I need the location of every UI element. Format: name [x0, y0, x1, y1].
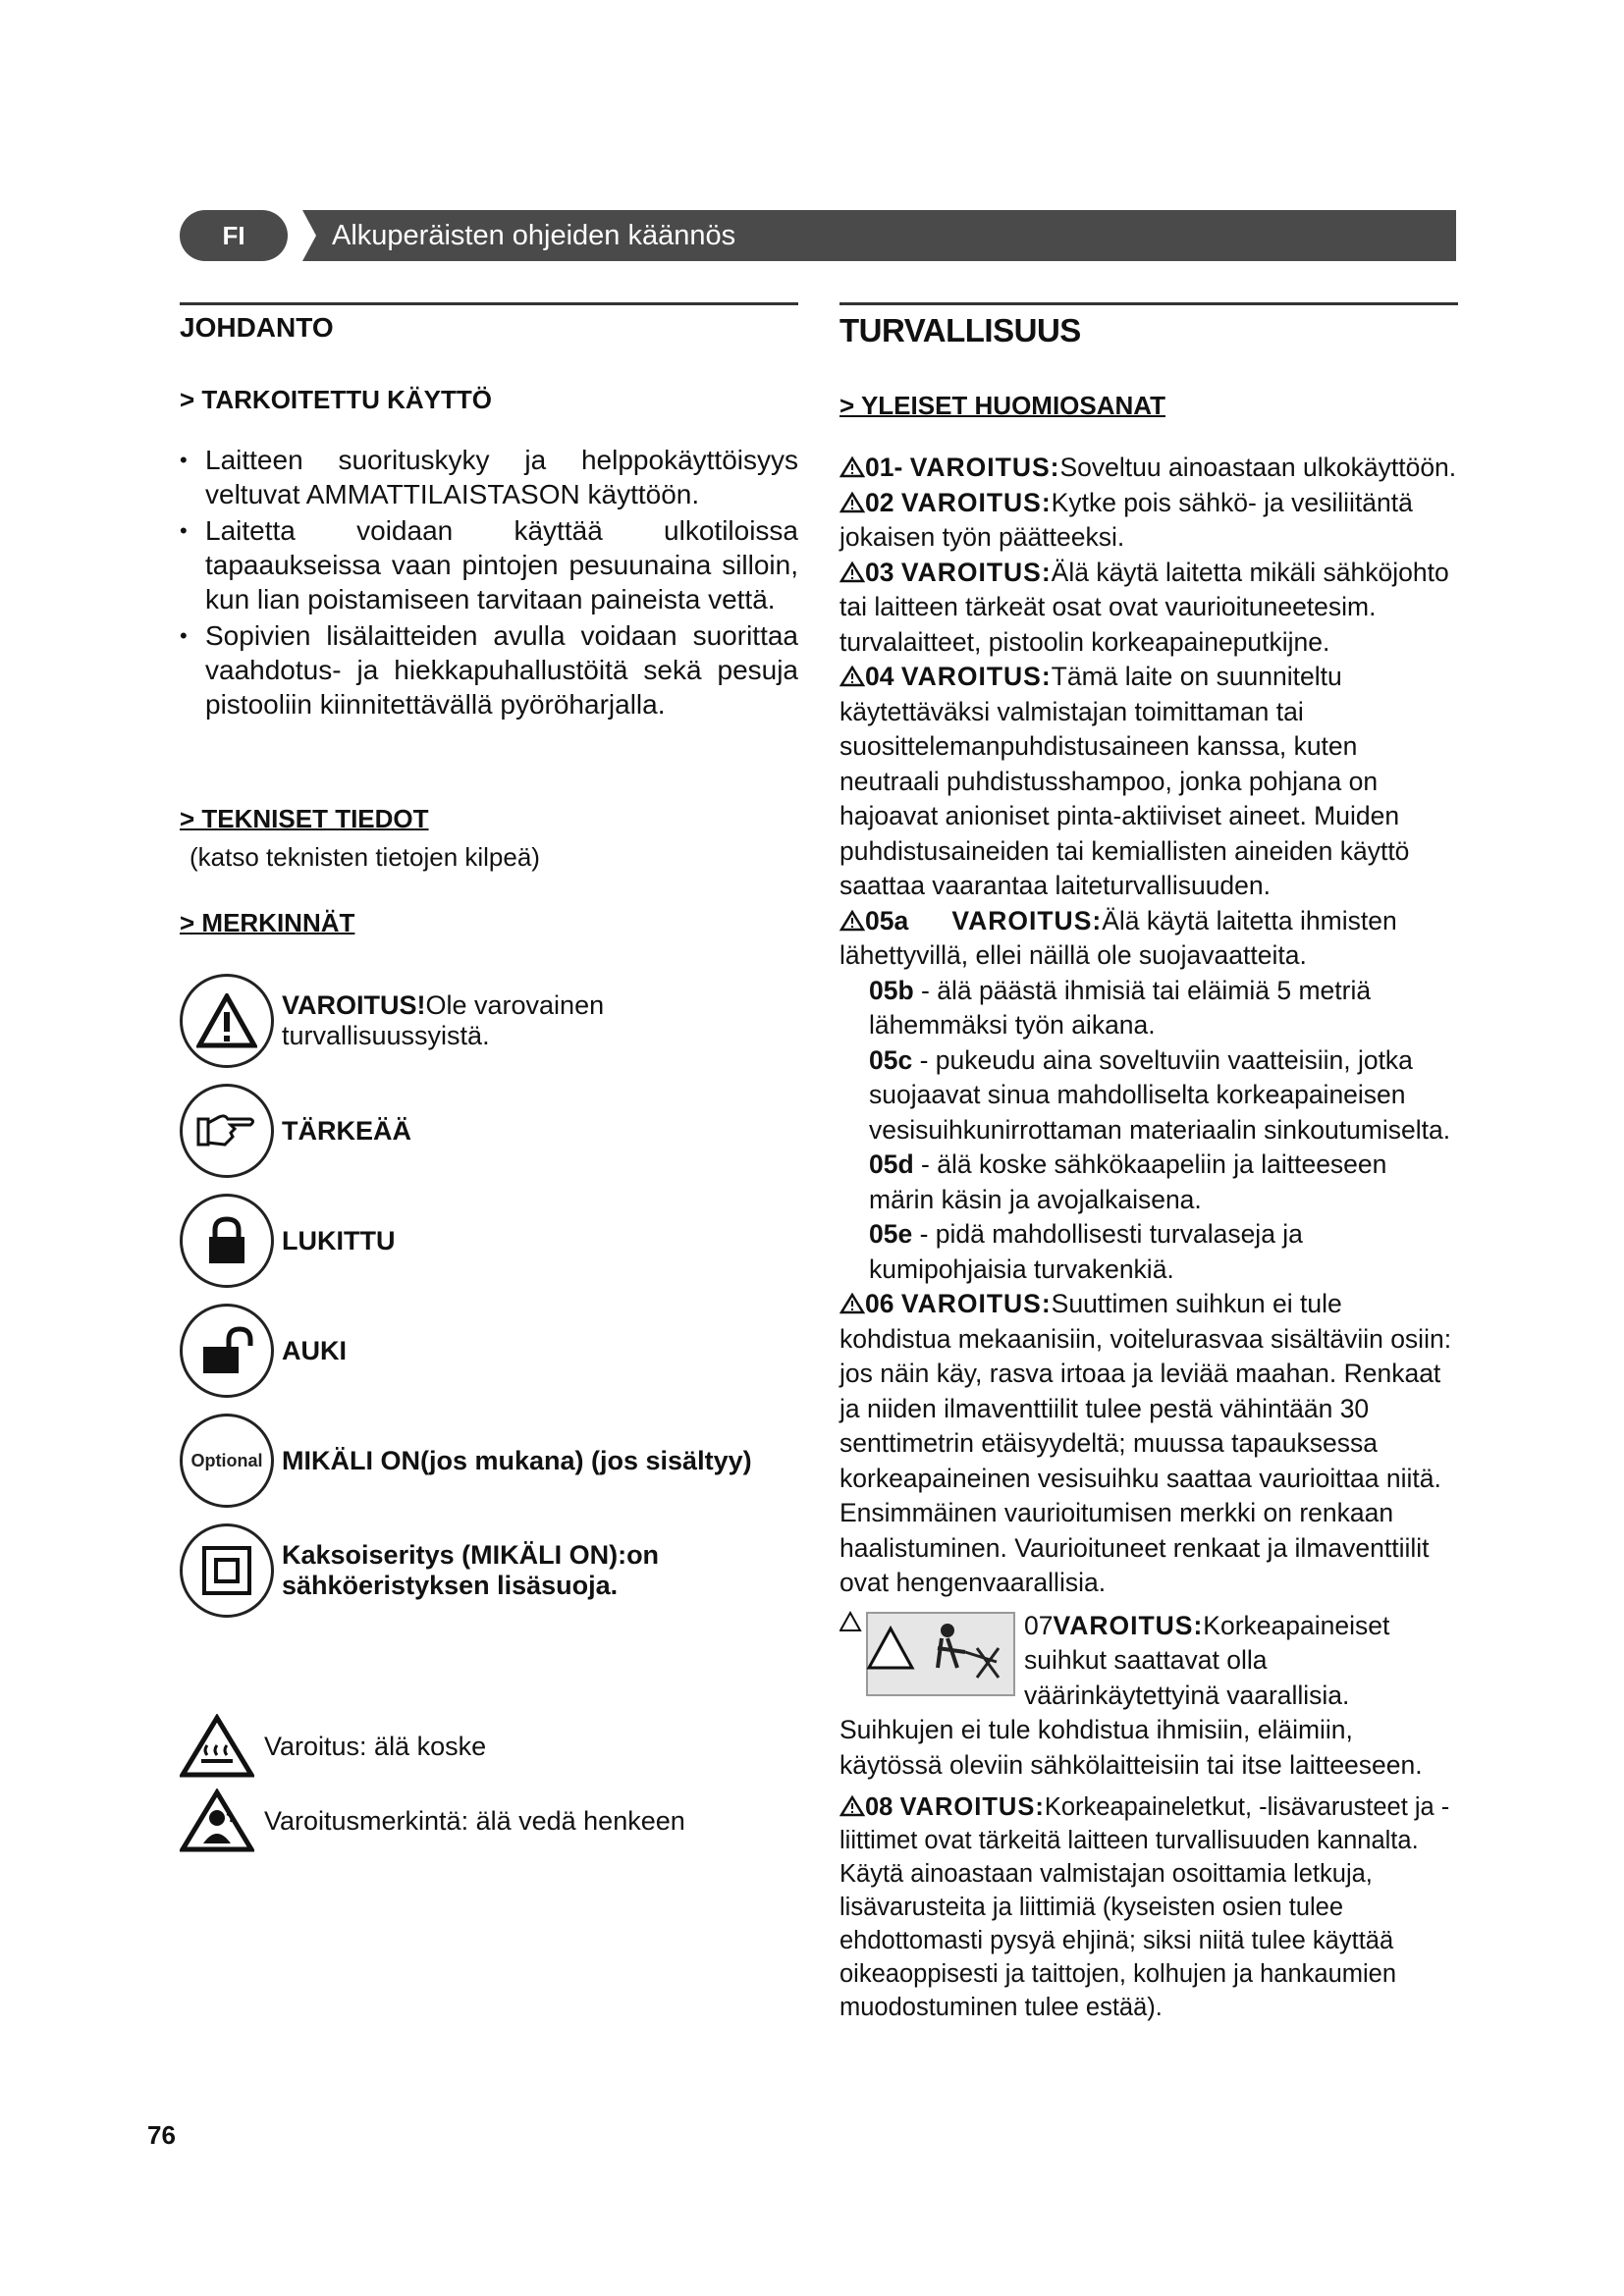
warning-text: Korkeapaineiset suihkut saattavat olla väärinkäytettyinä vaarallisia. Suihkujen ei tule kohdistua ihmisiin, eläimiin, käytössä oleviin sähkölaitteisiin tai itse laitteeseen.	[839, 1610, 1423, 1780]
symbol-label-bold: MIKÄLI ON(jos mukana) (jos sisältyy)	[282, 1445, 752, 1475]
warning-code: 05a	[865, 905, 909, 935]
warning-code: 01-	[865, 453, 903, 482]
list-item: • Laitteen suorituskyky ja helppokäyttöisyys veltuvat AMMATTILAISTASON käyttöön.	[180, 443, 798, 511]
left-column-rule	[180, 302, 798, 305]
warning-icon	[839, 910, 865, 932]
list-item: • Laitetta voidaan käyttää ulkotiloissa tapaaukseissa vaan pintojen pesuunaina silloin, kun lian poistamiseen tarvitaan paineista vettä.	[180, 513, 798, 616]
warning-text: Korkeapaineletkut, -lisävarusteet ja -liittimet ovat tärkeitä laitteen turvallisuuden kannalta. Käytä ainoastaan valmistajan osoittamia letkuja, lisävarusteita ja liittimiä (kyseisten osien tulee ehdottomasti pysyä ehjinä; siksi niitä tulee käyttää oikeaoppisesti ja taittojen, kolhujen ja hankaumien muodostuminen tulee estää).	[839, 1793, 1450, 2021]
optional-icon-text: Optional	[190, 1450, 263, 1470]
warning-icon	[839, 456, 865, 478]
hot-warning-text: Varoitus: älä koske	[264, 1731, 487, 1761]
warning-word: VAROITUS:	[900, 662, 1052, 691]
warning-code: 05e	[869, 1219, 913, 1249]
symbol-row-optional	[180, 1406, 798, 1516]
warning-text: Soveltuu ainoastaan ulkokäyttöön.	[1059, 453, 1457, 482]
symbol-row-locked	[180, 1186, 798, 1296]
warning-text: Suuttimen suihkun ei tule kohdistua mekaanisiin, voitelurasvaa sisältäviin osiin: jos näin käy, rasva irtoaa ja leviää maahan. Renkaat ja niiden ilmaventtiilit tulee pestä vähintään 30 senttimetrin etäisyydeltä; muussa tapauksessa korkeapaineinen vesisuihku saattaa vaurioittaa niitä. Ensimmäinen vaurioitumisen merkki on renkaan haalistuminen. Vaurioituneet renkaat ja ilmaventtiilit ovat hengenvaarallisia.	[839, 1289, 1452, 1597]
warning-text: - älä koske sähkökaapeliin ja laitteeseen märin käsin ja avojalkaisena.	[869, 1149, 1387, 1214]
page-header	[180, 210, 1456, 261]
right-column-rule	[839, 302, 1458, 305]
warning-code: 04	[865, 662, 894, 691]
warning-word: VAROITUS:	[900, 1289, 1052, 1318]
symbol-label-bold: VAROITUS!	[282, 990, 426, 1020]
symbol-row-warning	[180, 966, 798, 1076]
warning-code: 05c	[869, 1044, 913, 1075]
language-badge: FI	[180, 210, 288, 261]
warning-word: VAROITUS:	[900, 487, 1052, 517]
warning-text: - pukeudu aina soveltuviin vaatteisiin, jotka suojaavat sinua mahdolliselta korkeapaineisen vesisuihkunirrottaman materiaalin sinkoutumiselta.	[869, 1044, 1451, 1145]
warning-05d	[839, 1148, 1458, 1217]
warning-text: Tämä laite on suunniteltu käytettäväksi valmistajan toimittaman tai suosittelemanpuhdistusaineen kanssa, kuten neutraali puhdistusshampoo, jonka pohjana on hajoavat anioniset pinta-aktiiviset aineet. Muiden puhdistusaineiden tai kemiallisten aineiden käyttö saattaa vaarantaa laiteturvallisuuden.	[839, 662, 1410, 900]
list-item: • Sopivien lisälaitteiden avulla voidaan suorittaa vaahdotus- ja hiekkapuhallustöitä sekä pesuja pistooliin kiinnitettävällä pyöröharjalla.	[180, 618, 798, 721]
spray-warning-pictogram	[839, 1609, 1016, 1699]
page-number: 76	[147, 2120, 176, 2150]
optional-icon	[180, 1414, 274, 1508]
warning-01	[839, 451, 1458, 486]
tech-note: (katso teknisten tietojen kilpeä)	[189, 842, 540, 872]
warning-word: VAROITUS:	[899, 1793, 1045, 1821]
warning-06	[839, 1287, 1458, 1601]
warning-07	[839, 1609, 1458, 1784]
warning-icon	[839, 492, 865, 513]
warning-code: 03	[865, 557, 894, 587]
intended-use-list	[180, 443, 798, 721]
symbol-row-important	[180, 1076, 798, 1186]
warning-05b	[839, 974, 1458, 1043]
pointing-hand-icon	[180, 1084, 274, 1178]
warning-text: Älä käytä laitetta mikäli sähköjohto tai laitteen tärkeät osat ovat vaurioituneetesim. turvalaitteet, pistoolin korkeapaineputkijne.	[839, 557, 1449, 657]
lock-open-icon	[180, 1304, 274, 1398]
symbol-row-open	[180, 1296, 798, 1406]
right-column	[839, 312, 1458, 2024]
tech-heading: > TEKNISET TIEDOT	[180, 804, 429, 833]
hot-surface-icon	[180, 1714, 254, 1779]
warning-code: 06	[865, 1289, 894, 1318]
safety-heading: TURVALLISUUS	[839, 312, 1081, 348]
intended-use-heading: > TARKOITETTU KÄYTTÖ	[180, 385, 493, 414]
warning-word: VAROITUS:	[909, 453, 1060, 482]
warning-code: 02	[865, 487, 894, 517]
symbol-label-bold: TÄRKEÄÄ	[282, 1115, 411, 1146]
symbol-label-bold: Kaksoiseritys (MIKÄLI ON):on sähköeristyksen lisäsuoja.	[282, 1540, 660, 1600]
double-insulation-icon	[180, 1523, 274, 1618]
intro-heading: JOHDANTO	[180, 312, 334, 343]
warning-08	[839, 1790, 1458, 2024]
warning-icon	[839, 1293, 865, 1314]
warning-text: - pidä mahdollisesti turvalaseja ja kumipohjaisia turvakenkiä.	[869, 1219, 1303, 1284]
warning-code: 05b	[869, 975, 914, 1005]
warning-code: 07	[1024, 1610, 1054, 1640]
warning-icon	[839, 666, 865, 687]
warning-word: VAROITUS:	[1053, 1610, 1204, 1640]
general-warnings-heading: > YLEISET HUOMIOSANAT	[839, 391, 1166, 420]
warning-04	[839, 660, 1458, 904]
warning-05a	[839, 904, 1458, 974]
warning-code: 05d	[869, 1149, 914, 1179]
warning-05e	[839, 1217, 1458, 1287]
warning-icon	[839, 561, 865, 583]
marks-heading: > MERKINNÄT	[180, 908, 355, 937]
symbol-label-rest: Ole varovainen turvallisuussyistä.	[282, 990, 605, 1050]
breath-warning-text: Varoitusmerkintä: älä vedä henkeen	[264, 1805, 685, 1836]
warning-code: 08	[865, 1793, 893, 1821]
warning-icon	[839, 1795, 865, 1817]
warning-text: - älä päästä ihmisiä tai eläimiä 5 metriä lähemmäksi työn aikana.	[869, 975, 1372, 1040]
warning-05c	[839, 1043, 1458, 1148]
symbol-label-bold: AUKI	[282, 1335, 347, 1365]
breath-warning	[180, 1787, 798, 1855]
warning-word: VAROITUS:	[900, 557, 1052, 587]
warning-02	[839, 486, 1458, 556]
lock-closed-icon	[180, 1194, 274, 1288]
hot-surface-warning	[180, 1712, 798, 1781]
left-column	[180, 312, 798, 1855]
symbol-label-bold: LUKITTU	[282, 1225, 396, 1255]
warning-icon	[180, 974, 274, 1068]
symbol-row-double-insulation	[180, 1516, 798, 1626]
warning-text: Kytke pois sähkö- ja vesiliitäntä jokaisen työn päätteeksi.	[839, 487, 1413, 552]
warning-03	[839, 556, 1458, 661]
warning-text: Älä käytä laitetta ihmisten lähettyvillä, ellei näillä ole suojavaatteita.	[839, 905, 1397, 970]
warning-word: VAROITUS:	[951, 905, 1103, 935]
do-not-inhale-icon	[180, 1789, 254, 1853]
header-title: Alkuperäisten ohjeiden käännös	[332, 220, 736, 251]
